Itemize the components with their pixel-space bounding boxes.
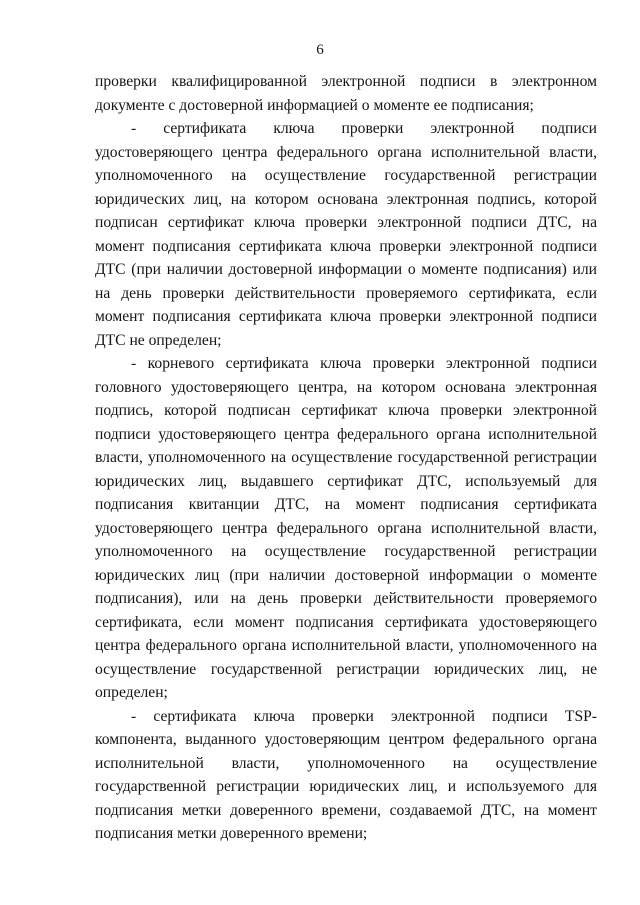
paragraph-3: - корневого сертификата ключа проверки электронной подписи головного удостоверяющего центра, на котором основана электронная подпись, которой подписан сертификат ключа проверки электронной подписи удостоверяющего центра федерального органа исполнительной власти, уполномоченного на осуществление государственной регистрации юридических лиц, выдавшего сертификат ДТС, используемый для подписания квитанции ДТС, на момент подписания сертификата удостоверяющего центра федерального органа исполнительной власти, уполномоченного на осуществление государственной регистрации юридических лиц (при наличии достоверной информации о моменте подписания), или на день проверки действительности проверяемого сертификата, если момент подписания сертификата удостоверяющего центра федерального органа исполнительной власти, уполномоченного на осуществление государственной регистрации юридических лиц, не определен;	[95, 355, 597, 701]
paragraph-4: - сертификата ключа проверки электронной подписи TSP-компонента, выданного удостоверяющим центром федерального органа исполнительной власти, уполномоченного на осуществление государственной регистрации юридических лиц, и используемого для подписания метки доверенного времени, создаваемой ДТС, на момент подписания метки доверенного времени;	[95, 707, 597, 842]
document-body	[95, 70, 597, 846]
paragraph-1: проверки квалифицированной электронной подписи в электронном документе с достоверной информацией о моменте ее подписания;	[95, 73, 597, 114]
paragraph-2: - сертификата ключа проверки электронной подписи удостоверяющего центра федерального органа исполнительной власти, уполномоченного на осуществление государственной регистрации юридических лиц, на котором основана электронная подпись, которой подписан сертификат ключа проверки электронной подписи ДТС, на момент подписания сертификата ключа проверки электронной подписи ДТС (при наличии достоверной информации о моменте подписания) или на день проверки действительности проверяемого сертификата, если момент подписания сертификата ключа проверки электронной подписи ДТС не определен;	[95, 120, 597, 349]
page-number: 6	[316, 42, 324, 58]
